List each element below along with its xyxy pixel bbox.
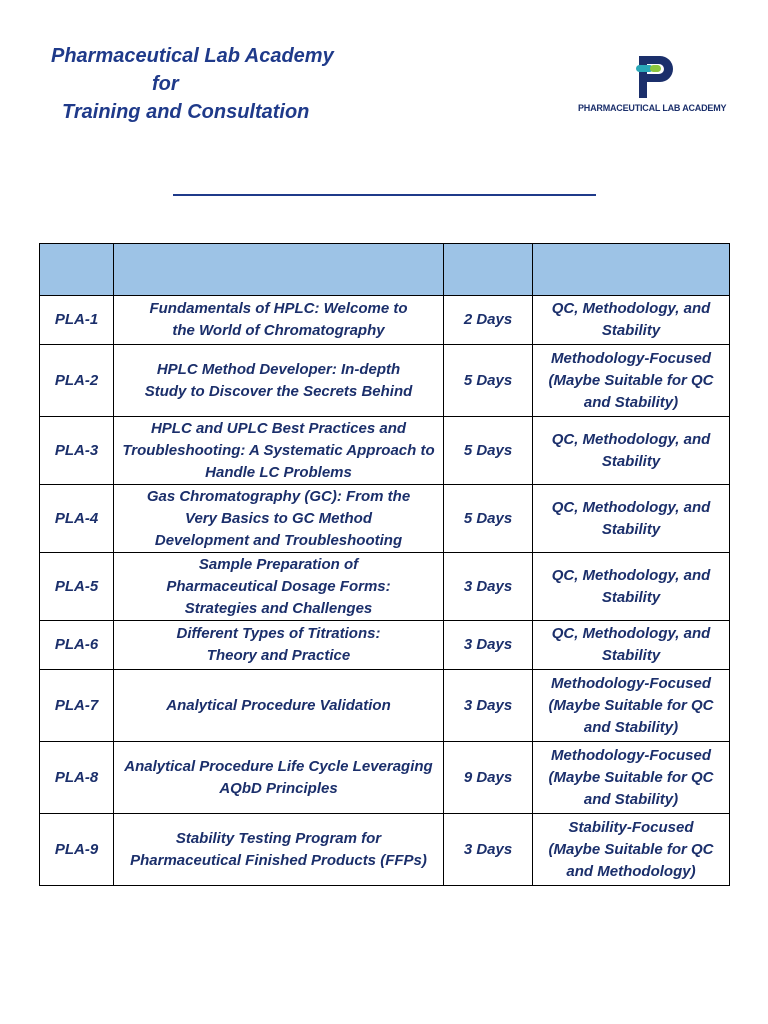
- page-title: [40, 42, 340, 126]
- table-row: [40, 485, 730, 553]
- header-cell: [40, 244, 114, 296]
- course-code: PLA-9: [40, 814, 114, 886]
- course-focus: QC, Methodology, and Stability: [533, 553, 730, 621]
- table-row: [40, 296, 730, 345]
- course-duration: 2 Days: [444, 296, 533, 345]
- course-duration: 3 Days: [444, 621, 533, 670]
- courses-table: [39, 243, 730, 886]
- course-title: Fundamentals of HPLC: Welcome to the World of Chromatography: [114, 296, 444, 345]
- pla-logo-icon: [636, 52, 676, 100]
- course-focus: QC, Methodology, and Stability: [533, 621, 730, 670]
- course-focus: QC, Methodology, and Stability: [533, 485, 730, 553]
- table-row: [40, 553, 730, 621]
- course-focus: Stability-Focused (Maybe Suitable for QC and Methodology): [533, 814, 730, 886]
- table-row: [40, 742, 730, 814]
- divider: [173, 194, 596, 196]
- course-title: Sample Preparation of Pharmaceutical Dosage Forms: Strategies and Challenges: [114, 553, 444, 621]
- course-code: PLA-1: [40, 296, 114, 345]
- course-title: Different Types of Titrations: Theory and Practice: [114, 621, 444, 670]
- course-title: Analytical Procedure Validation: [114, 670, 444, 742]
- course-title: HPLC Method Developer: In-depth Study to Discover the Secrets Behind: [114, 345, 444, 417]
- course-focus: Methodology-Focused (Maybe Suitable for QC and Stability): [533, 670, 730, 742]
- course-focus: Methodology-Focused (Maybe Suitable for QC and Stability): [533, 742, 730, 814]
- table-row: [40, 345, 730, 417]
- course-duration: 3 Days: [444, 814, 533, 886]
- title-line-3: Training and Consultation: [62, 101, 310, 123]
- course-duration: 5 Days: [444, 345, 533, 417]
- course-code: PLA-8: [40, 742, 114, 814]
- table-row: [40, 621, 730, 670]
- course-duration: 3 Days: [444, 670, 533, 742]
- course-title: Gas Chromatography (GC): From the Very Basics to GC Method Development and Troubleshooting: [114, 485, 444, 553]
- course-focus: QC, Methodology, and Stability: [533, 296, 730, 345]
- logo: [578, 52, 738, 122]
- course-code: PLA-6: [40, 621, 114, 670]
- course-code: PLA-3: [40, 417, 114, 485]
- course-duration: 3 Days: [444, 553, 533, 621]
- course-title: Analytical Procedure Life Cycle Leveraging AQbD Principles: [114, 742, 444, 814]
- course-code: PLA-4: [40, 485, 114, 553]
- course-code: PLA-5: [40, 553, 114, 621]
- title-line-1: Pharmaceutical Lab Academy: [51, 45, 334, 67]
- title-line-2: for: [152, 73, 179, 95]
- table-row: [40, 670, 730, 742]
- course-title: Stability Testing Program for Pharmaceutical Finished Products (FFPs): [114, 814, 444, 886]
- course-focus: Methodology-Focused (Maybe Suitable for QC and Stability): [533, 345, 730, 417]
- table-row: [40, 814, 730, 886]
- course-title: HPLC and UPLC Best Practices and Troubleshooting: A Systematic Approach to Handle LC Problems: [114, 417, 444, 485]
- header-cell: [444, 244, 533, 296]
- table-row: [40, 417, 730, 485]
- table-header-row: [40, 244, 730, 296]
- course-code: PLA-2: [40, 345, 114, 417]
- header-cell: [533, 244, 730, 296]
- course-duration: 5 Days: [444, 485, 533, 553]
- course-duration: 5 Days: [444, 417, 533, 485]
- course-duration: 9 Days: [444, 742, 533, 814]
- course-focus: QC, Methodology, and Stability: [533, 417, 730, 485]
- logo-text: PHARMACEUTICAL LAB ACADEMY: [578, 103, 727, 113]
- course-code: PLA-7: [40, 670, 114, 742]
- header-cell: [114, 244, 444, 296]
